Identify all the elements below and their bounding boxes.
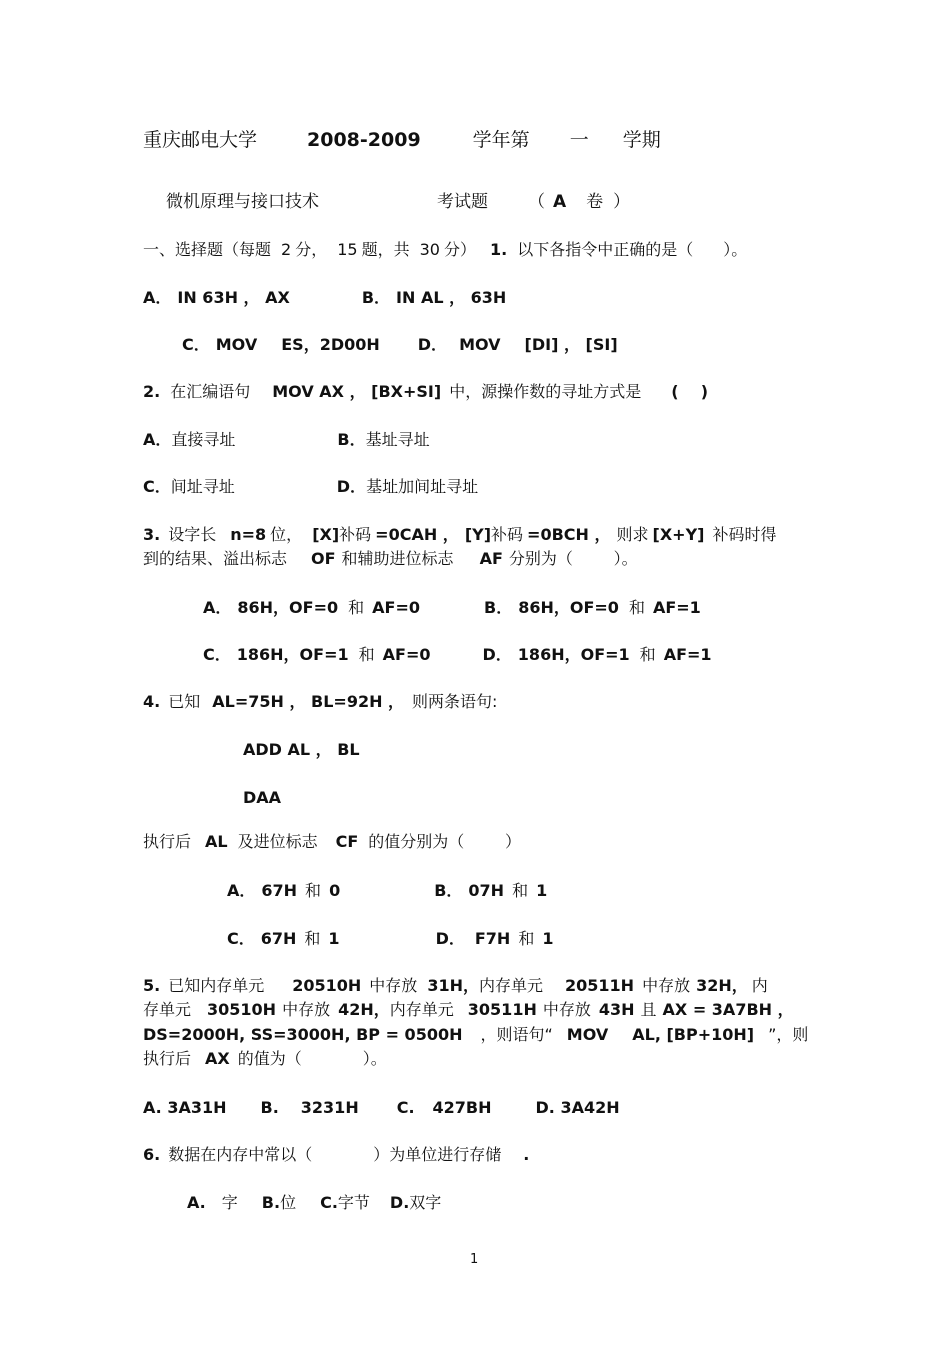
q5-addr-2: 20511H bbox=[565, 976, 635, 995]
q5-line4-text-2: 的值为（ ）。 bbox=[237, 1049, 387, 1068]
q3-y: [Y] bbox=[464, 525, 492, 544]
q4-exec-text-2: 及进位标志 bbox=[237, 832, 318, 851]
section-fen-close: 分） bbox=[443, 240, 476, 259]
q6-option-b-letter: B. bbox=[261, 1193, 281, 1212]
q5-addr-3: 30510H bbox=[207, 1000, 277, 1019]
q2-option-a: 直接寻址 bbox=[171, 430, 236, 449]
q3-n: n=8 bbox=[230, 525, 267, 544]
q4-option-b-value2: 1 bbox=[536, 881, 548, 900]
section-count: 15 bbox=[337, 240, 358, 259]
q3-option-b-af: AF=1 bbox=[652, 598, 701, 617]
q5-addr-4: 30511H bbox=[467, 1000, 537, 1019]
q4-options-cd bbox=[227, 927, 553, 951]
q1-number: 1. bbox=[489, 240, 508, 259]
q5-text-2: 中存放 bbox=[369, 976, 418, 995]
q3-option-a-he: 和 bbox=[348, 598, 365, 617]
paper-paren-open: （ bbox=[528, 192, 545, 212]
q5-option-c: 427BH bbox=[432, 1098, 492, 1117]
q1-option-b: IN AL ， 63H bbox=[396, 288, 507, 307]
university-name: 重庆邮电大学 bbox=[143, 129, 258, 151]
q3-option-a-af: AF=0 bbox=[372, 598, 420, 617]
q4-code-line-1: ADD AL ， BL bbox=[243, 740, 360, 759]
q5-text-1: 已知内存单元 bbox=[168, 976, 265, 995]
q3-options-ab bbox=[203, 596, 701, 620]
q5-option-b-letter: B. bbox=[260, 1098, 279, 1117]
q5-stem-line-2 bbox=[143, 998, 794, 1022]
exam-subtitle bbox=[166, 190, 630, 214]
q5-text-5: 内 bbox=[751, 976, 768, 995]
q3-text-3: 补码 bbox=[339, 525, 372, 544]
q3-x-value: =0CAH ， bbox=[375, 525, 459, 544]
q3-option-d-af: AF=1 bbox=[663, 645, 712, 664]
q1-option-c-letter: C． bbox=[182, 335, 210, 354]
q4-option-a-letter: A． bbox=[227, 881, 256, 900]
q4-option-a-value2: 0 bbox=[329, 881, 341, 900]
q3-line2-text-2: 和辅助进位标志 bbox=[341, 549, 454, 568]
q3-of: OF bbox=[311, 549, 336, 568]
q3-option-c-af: AF=0 bbox=[382, 645, 431, 664]
q6-text: 数据在内存中常以（ ）为单位进行存储 bbox=[168, 1145, 502, 1164]
q5-stem-line-4 bbox=[143, 1047, 387, 1071]
q1-option-c-operands: ES，2D00H bbox=[281, 335, 380, 354]
q5-text-3: 内存单元 bbox=[478, 976, 543, 995]
q5-val-3: 42H， bbox=[338, 1000, 390, 1019]
q5-number: 5. bbox=[143, 976, 161, 995]
q6-option-d-letter: D. bbox=[389, 1193, 410, 1212]
q5-val-2: 32H， bbox=[696, 976, 748, 995]
term-number: 一 bbox=[569, 129, 589, 151]
q3-option-a-letter: A． bbox=[203, 598, 232, 617]
q4-option-c-value2: 1 bbox=[328, 929, 340, 948]
q2-answer-paren: ( ) bbox=[671, 382, 709, 401]
q5-mov: MOV bbox=[566, 1025, 609, 1044]
q5-addr-1: 20510H bbox=[292, 976, 362, 995]
q4-cf: CF bbox=[335, 832, 359, 851]
q3-text-6: 补码时得 bbox=[712, 525, 777, 544]
q2-options-cd bbox=[143, 475, 478, 499]
q2-option-d-letter: D． bbox=[336, 477, 367, 496]
q5-val-1: 31H， bbox=[427, 976, 479, 995]
q3-option-c-letter: C． bbox=[203, 645, 231, 664]
q4-option-b-letter: B． bbox=[434, 881, 463, 900]
q3-stem-line-1 bbox=[143, 523, 776, 547]
exam-header bbox=[143, 128, 661, 152]
q4-exec-text-3: 的值分别为（ ） bbox=[368, 832, 521, 851]
q1-close: ）。 bbox=[723, 240, 748, 259]
q3-option-b: 86H，OF=0 bbox=[518, 598, 619, 617]
q3-text-2: 位， bbox=[270, 525, 303, 544]
q5-line2-text-3: 内存单元 bbox=[389, 1000, 454, 1019]
q3-option-b-he: 和 bbox=[628, 598, 645, 617]
q2-text-2: 中，源操作数的寻址方式是 bbox=[449, 382, 642, 401]
q4-option-d-value2: 1 bbox=[542, 929, 554, 948]
q4-registers: AL=75H ， BL=92H ， bbox=[212, 692, 405, 711]
q2-option-a-letter: A． bbox=[143, 430, 172, 449]
page-number: 1 bbox=[470, 1252, 479, 1267]
q4-option-c-letter: C． bbox=[227, 929, 255, 948]
q4-code-line-2: DAA bbox=[243, 788, 282, 807]
q6-stem bbox=[143, 1143, 529, 1167]
q3-options-cd bbox=[203, 643, 712, 667]
q4-option-c-value: 67H bbox=[260, 929, 297, 948]
q3-option-c: 186H，OF=1 bbox=[236, 645, 349, 664]
q4-stem bbox=[143, 690, 497, 714]
q4-text-2: 则两条语句: bbox=[412, 692, 498, 711]
q5-ax: AX bbox=[205, 1049, 230, 1068]
q3-af: AF bbox=[479, 549, 503, 568]
q5-line2-text-5: 且 bbox=[640, 1000, 657, 1019]
q5-val-4: 43H bbox=[598, 1000, 635, 1019]
q2-option-b: 基址寻址 bbox=[365, 430, 430, 449]
q1-options-cd bbox=[182, 333, 618, 357]
q5-text-4: 中存放 bbox=[642, 976, 691, 995]
course-name: 微机原理与接口技术 bbox=[166, 192, 319, 212]
q1-option-b-letter: B． bbox=[361, 288, 391, 307]
q4-options-ab bbox=[227, 879, 547, 903]
q1-option-c: MOV bbox=[215, 335, 258, 354]
section-title: 一、选择题（每题 bbox=[143, 240, 272, 259]
q2-option-c: 间址寻址 bbox=[170, 477, 235, 496]
q4-al: AL bbox=[205, 832, 228, 851]
q6-option-c-letter: C. bbox=[320, 1193, 338, 1212]
q4-text-1: 已知 bbox=[168, 692, 201, 711]
q5-option-a: A. 3A31H bbox=[143, 1098, 227, 1117]
section-per: 2 bbox=[281, 240, 292, 259]
q3-x: [X] bbox=[312, 525, 340, 544]
q4-option-d-letter: D． bbox=[435, 929, 465, 948]
q3-option-d-he: 和 bbox=[639, 645, 656, 664]
xuenian-label: 学年第 bbox=[472, 129, 530, 151]
q2-option-b-letter: B． bbox=[337, 430, 366, 449]
q4-option-c-he: 和 bbox=[304, 929, 321, 948]
q1-option-d: MOV bbox=[459, 335, 501, 354]
q5-stem-line-3 bbox=[143, 1023, 808, 1047]
section-total: 30 bbox=[419, 240, 440, 259]
section-fen: 分， bbox=[295, 240, 328, 259]
q6-number: 6. bbox=[143, 1145, 161, 1164]
q4-option-d-he: 和 bbox=[518, 929, 535, 948]
q5-option-c-letter: C. bbox=[396, 1098, 415, 1117]
q3-option-c-he: 和 bbox=[358, 645, 375, 664]
q2-option-d: 基址加间址寻址 bbox=[366, 477, 479, 496]
q3-xy: [X+Y] bbox=[652, 525, 705, 544]
q1-options-ab bbox=[143, 286, 506, 310]
q3-option-d: 186H，OF=1 bbox=[517, 645, 630, 664]
q2-stem bbox=[143, 380, 708, 404]
q6-option-a-letter: A. bbox=[187, 1193, 206, 1212]
q3-number: 3. bbox=[143, 525, 161, 544]
q4-option-b-he: 和 bbox=[512, 881, 529, 900]
q5-line3-text-1: ，则语句“ bbox=[480, 1025, 553, 1044]
q1-text: 以下各指令中正确的是（ bbox=[517, 240, 694, 259]
section-ti: 题，共 bbox=[361, 240, 410, 259]
q6-option-d: 双字 bbox=[409, 1193, 442, 1212]
q3-text-5: 则求 bbox=[616, 525, 649, 544]
section-title-line bbox=[143, 238, 747, 262]
q5-line2-text-1: 存单元 bbox=[143, 1000, 192, 1019]
q5-line2-text-2: 中存放 bbox=[282, 1000, 331, 1019]
q4-exec-text-1: 执行后 bbox=[143, 832, 192, 851]
q5-option-d: D. 3A42H bbox=[535, 1098, 620, 1117]
q1-option-a: IN 63H ， AX bbox=[177, 288, 290, 307]
q5-line2-text-4: 中存放 bbox=[542, 1000, 591, 1019]
q1-option-a-letter: A． bbox=[143, 288, 172, 307]
exam-label: 考试题 bbox=[437, 192, 488, 212]
paper-letter: A bbox=[553, 192, 567, 212]
q3-text-1: 设字长 bbox=[168, 525, 217, 544]
q6-option-b: 位 bbox=[280, 1193, 297, 1212]
q2-options-ab bbox=[143, 428, 430, 452]
q5-registers: DS=2000H, SS=3000H, BP = 0500H bbox=[143, 1025, 463, 1044]
q3-option-a: 86H，OF=0 bbox=[237, 598, 339, 617]
q3-line2-text-3: 分别为（ ）。 bbox=[508, 549, 638, 568]
q5-line4-text-1: 执行后 bbox=[143, 1049, 192, 1068]
q6-options bbox=[187, 1191, 441, 1215]
q3-option-b-letter: B． bbox=[484, 598, 513, 617]
q4-number: 4. bbox=[143, 692, 161, 711]
q2-code: MOV AX ， [BX+SI] bbox=[272, 382, 442, 401]
q2-option-c-letter: C． bbox=[143, 477, 171, 496]
q3-line2-text-1: 到的结果、溢出标志 bbox=[143, 549, 288, 568]
q4-option-d-value: F7H bbox=[474, 929, 511, 948]
q5-ax-value: AX = 3A7BH ， bbox=[662, 1000, 794, 1019]
q5-options bbox=[143, 1096, 620, 1120]
q1-option-d-operands: [DI] ， [SI] bbox=[524, 335, 618, 354]
q2-text-1: 在汇编语句 bbox=[170, 382, 251, 401]
q3-y-value: =0BCH ， bbox=[527, 525, 611, 544]
q6-option-c: 字节 bbox=[337, 1193, 370, 1212]
q3-option-d-letter: D． bbox=[482, 645, 512, 664]
q4-option-a-value: 67H bbox=[261, 881, 298, 900]
q6-option-a: 字 bbox=[221, 1193, 238, 1212]
q3-stem-line-2 bbox=[143, 547, 638, 571]
paper-juan: 卷 bbox=[586, 192, 604, 212]
q4-question bbox=[143, 830, 521, 854]
q4-option-a-he: 和 bbox=[305, 881, 322, 900]
q1-option-d-letter: D． bbox=[417, 335, 448, 354]
q5-option-b: 3231H bbox=[300, 1098, 359, 1117]
paper-paren-close: ） bbox=[613, 192, 631, 212]
q3-text-4: 补码 bbox=[491, 525, 524, 544]
academic-years: 2008-2009 bbox=[307, 129, 421, 151]
xueqi-label: 学期 bbox=[622, 129, 661, 151]
q4-option-b-value: 07H bbox=[468, 881, 505, 900]
q5-stem-line-1 bbox=[143, 974, 768, 998]
q5-line3-text-2: ”，则 bbox=[768, 1025, 809, 1044]
q6-dot: . bbox=[523, 1145, 530, 1164]
q5-operands: AL, [BP+10H] bbox=[632, 1025, 755, 1044]
q2-number: 2. bbox=[143, 382, 161, 401]
